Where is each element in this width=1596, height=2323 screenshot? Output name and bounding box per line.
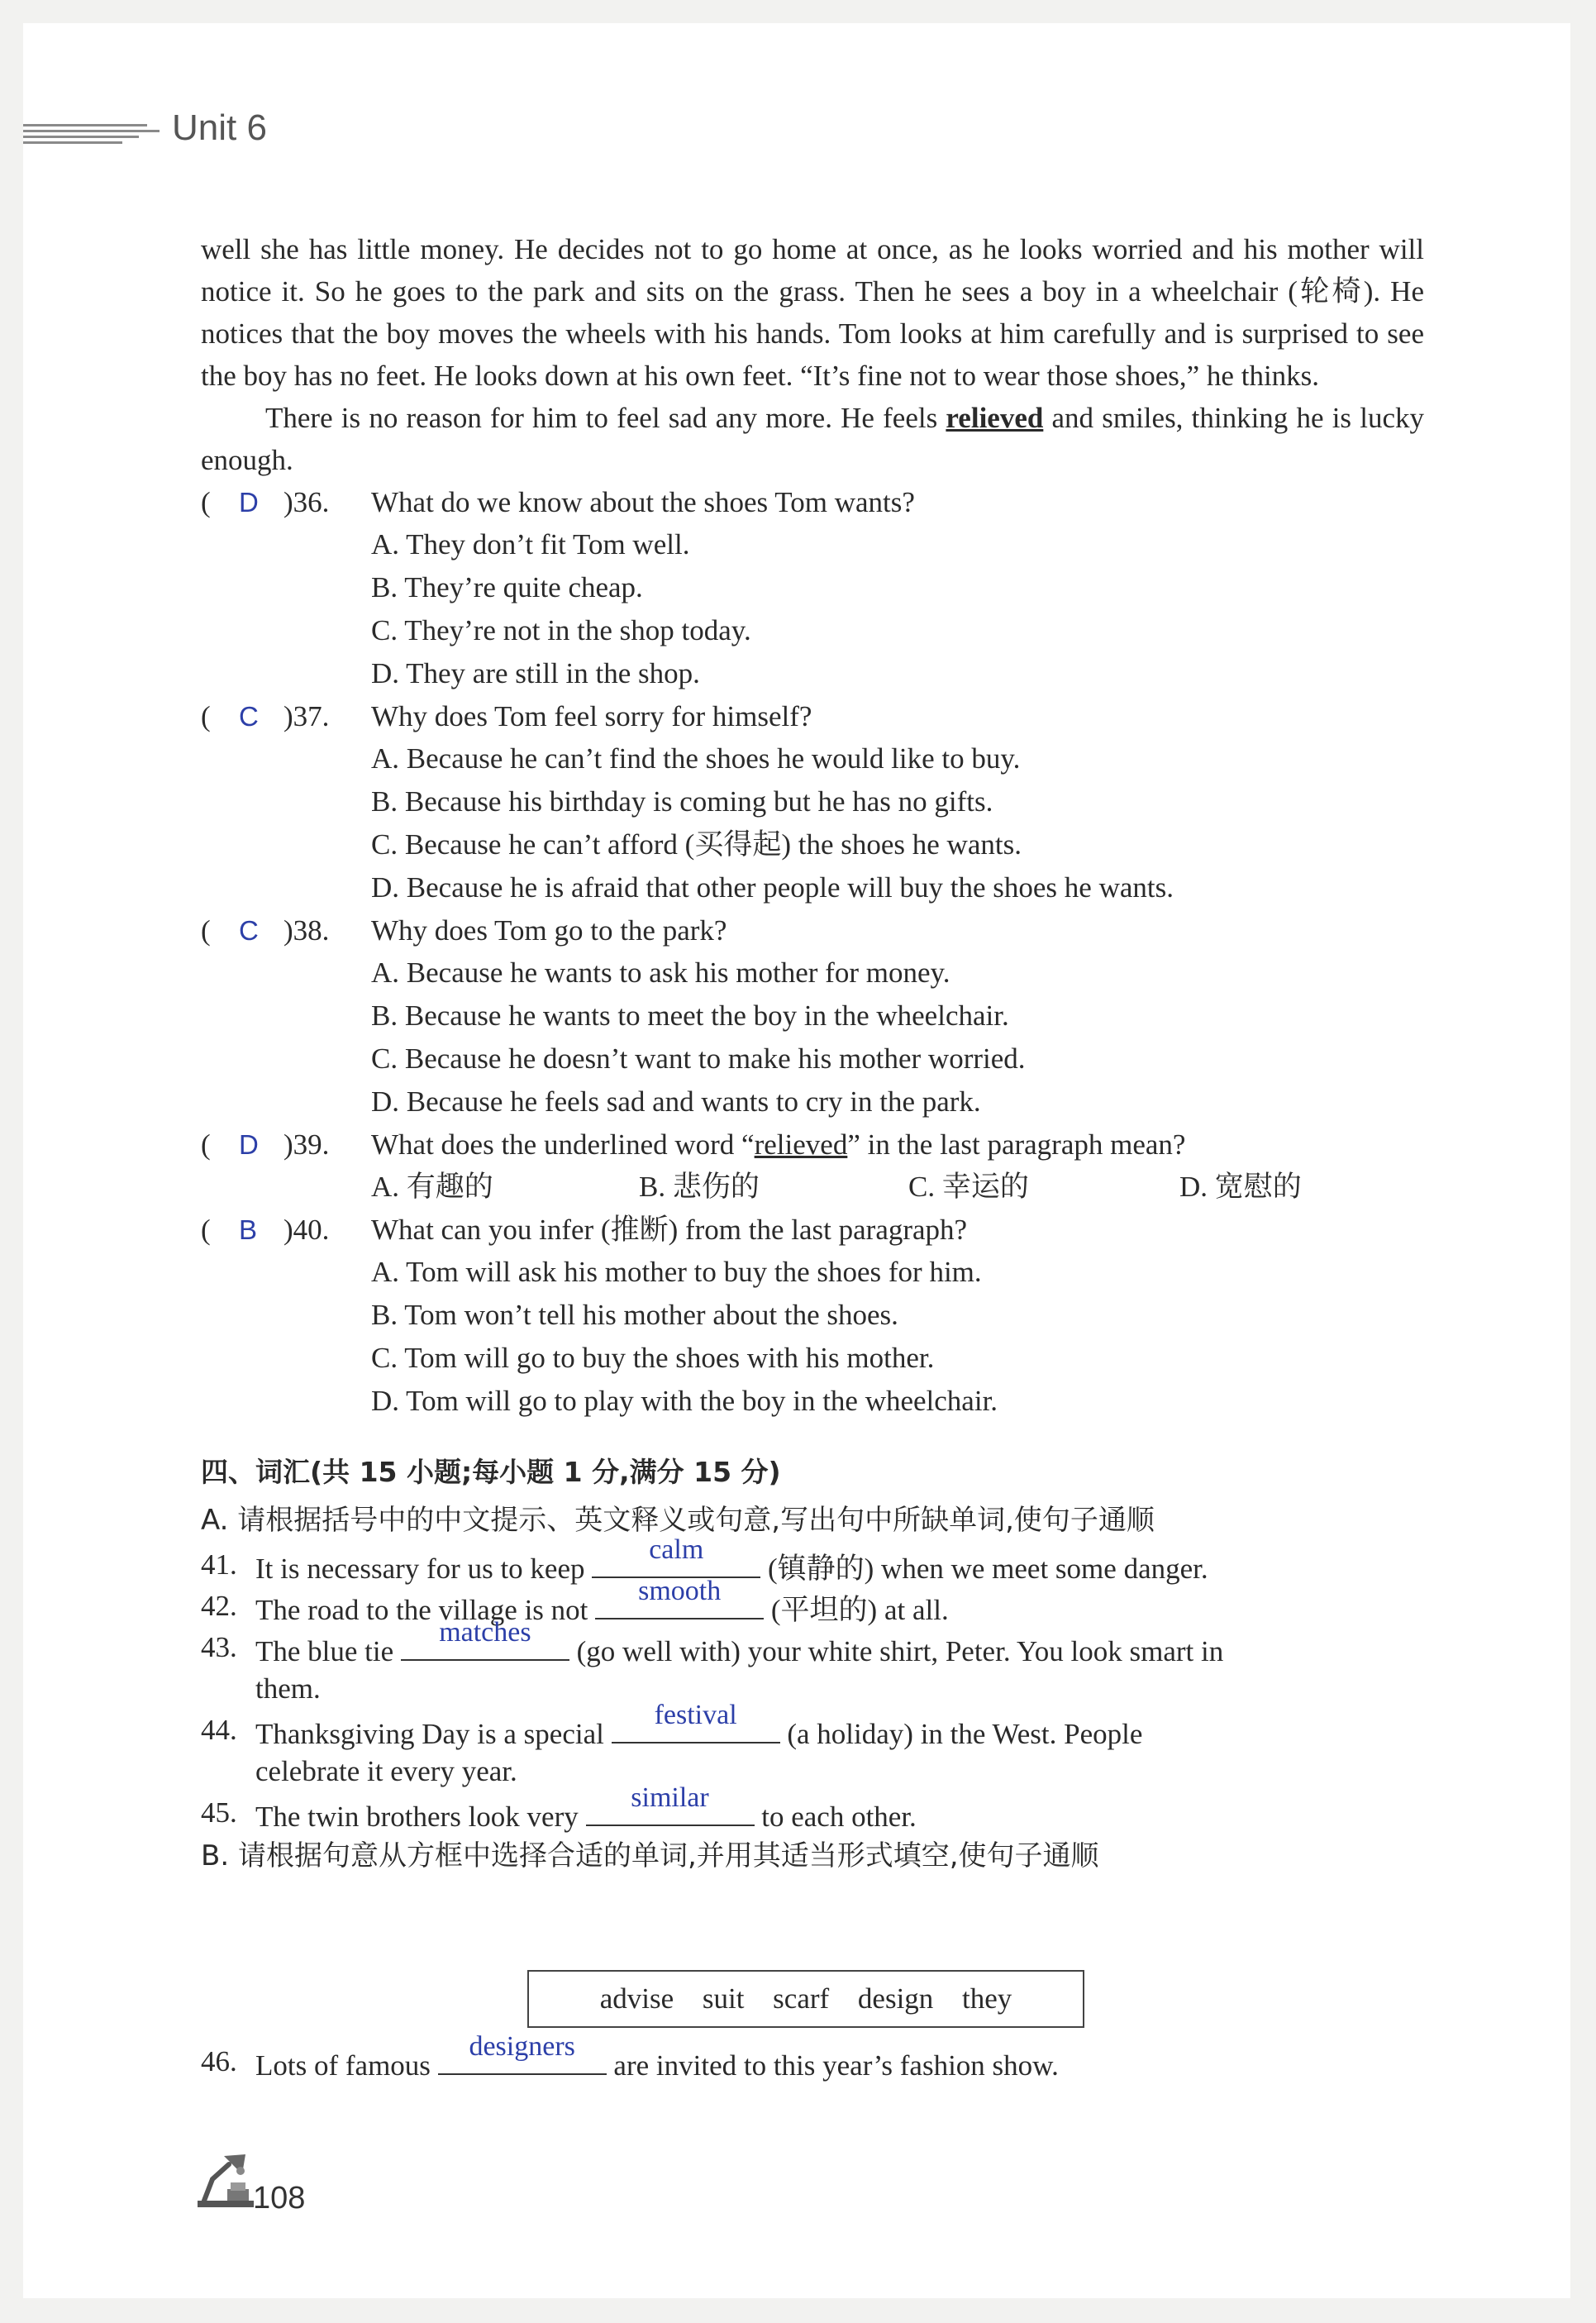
item-number: 44. xyxy=(201,1714,237,1746)
option: C. They’re not in the shop today. xyxy=(371,614,751,646)
question-paren: ( xyxy=(201,914,211,947)
item-46-container xyxy=(201,2031,1424,2082)
fill-item-42 xyxy=(201,1576,1424,1626)
question-number: )38. xyxy=(283,914,330,947)
part-a-instruction: A. 请根据括号中的中文提示、英文释义或句意,写出句中所缺单词,使句子通顺 xyxy=(201,1504,1155,1537)
question-paren: ( xyxy=(201,1128,211,1161)
question-paren: ( xyxy=(201,486,211,518)
option: D. Because he is afraid that other people will buy the shoes he wants. xyxy=(371,871,1174,904)
option: C. 幸运的 xyxy=(908,1171,1029,1203)
part-b-instruction: B. 请根据句意从方框中选择合适的单词,并用其适当形式填空,使句子通顺 xyxy=(201,1839,1099,1872)
option: D. They are still in the shop. xyxy=(371,657,700,689)
item-continuation: celebrate it every year. xyxy=(255,1755,517,1787)
option: B. Tom won’t tell his mother about the shoes. xyxy=(371,1299,898,1331)
option: C. Because he doesn’t want to make his mother worried. xyxy=(371,1042,1026,1075)
question-38 xyxy=(201,909,1424,952)
relieved-word: relieved xyxy=(946,402,1044,434)
item-text xyxy=(255,2031,1059,2087)
answer-blank[interactable] xyxy=(438,2031,607,2075)
filled-answer: smooth xyxy=(638,1576,722,1606)
main-content xyxy=(201,228,1424,1879)
question-37 xyxy=(201,695,1424,737)
question-text: Why does Tom go to the park? xyxy=(371,914,727,947)
option: D. 宽慰的 xyxy=(1179,1171,1302,1203)
word-box: advise suit scarf design they xyxy=(527,1970,1084,2028)
item-after: (平坦的) at all. xyxy=(764,1594,949,1626)
filled-answer: designers xyxy=(469,2031,575,2062)
q39-text-before: What does the underlined word “ xyxy=(371,1128,755,1161)
item-text xyxy=(255,1700,1143,1755)
item-before: The blue tie xyxy=(255,1635,401,1667)
unit-title: Unit 6 xyxy=(172,107,267,148)
option: A. 有趣的 xyxy=(371,1171,493,1203)
answer-mark: D xyxy=(239,1129,259,1160)
section-title: 四、词汇(共 15 小题;每小题 1 分,满分 15 分) xyxy=(201,1456,781,1488)
item-after: to each other. xyxy=(754,1801,917,1833)
answer-mark: C xyxy=(239,701,259,732)
underlined-word: relieved xyxy=(754,1128,848,1161)
q39-text-after: ” in the last paragraph mean? xyxy=(847,1128,1186,1161)
item-number: 41. xyxy=(201,1548,237,1581)
item-number: 43. xyxy=(201,1631,237,1663)
question-text: What do we know about the shoes Tom wants? xyxy=(371,486,915,518)
p2-text-before: There is no reason for him to feel sad any more. He feels xyxy=(265,402,946,434)
option: B. They’re quite cheap. xyxy=(371,571,643,603)
item-number: 45. xyxy=(201,1796,237,1829)
item-after: (a holiday) in the West. People xyxy=(779,1718,1143,1750)
desk-lamp-icon xyxy=(193,2146,259,2212)
filled-answer: matches xyxy=(439,1617,531,1648)
question-text: Why does Tom feel sorry for himself? xyxy=(371,700,812,732)
answer-blank[interactable] xyxy=(401,1617,569,1661)
option: A. Because he can’t find the shoes he would like to buy. xyxy=(371,742,1021,775)
item-after: (镇静的) when we meet some danger. xyxy=(760,1553,1208,1585)
option: B. 悲伤的 xyxy=(639,1171,760,1203)
fill-item-43-cont xyxy=(201,1667,1424,1709)
question-number: )37. xyxy=(283,700,330,732)
option: A. They don’t fit Tom well. xyxy=(371,528,690,560)
question-number: )39. xyxy=(283,1128,330,1161)
answer-mark: C xyxy=(239,915,259,946)
filled-answer: similar xyxy=(631,1782,709,1813)
option: C. Because he can’t afford (买得起) the shoes he wants. xyxy=(371,828,1022,861)
answer-blank[interactable] xyxy=(586,1782,755,1826)
answer-mark: B xyxy=(239,1214,258,1245)
fill-item-41 xyxy=(201,1534,1424,1585)
question-36 xyxy=(201,481,1424,523)
fill-item-46 xyxy=(201,2031,1424,2082)
question-number: )36. xyxy=(283,486,330,518)
item-number: 46. xyxy=(201,2045,237,2077)
question-paren: ( xyxy=(201,700,211,732)
passage-paragraph-1: well she has little money. He decides not to go home at once, as he looks worried and his mother will notice it. So he goes to the park and sits on the grass. Then he sees a boy in a wheelchair (轮椅). He notices that the boy moves the wheels with his hands. Tom looks at him carefully and is surprised to see the boy has no feet. He looks down at his own feet. “It’s fine not to wear those shoes,” he thinks. xyxy=(201,233,1424,392)
item-before: Lots of famous xyxy=(255,2049,438,2082)
question-paren: ( xyxy=(201,1214,211,1246)
item-before: It is necessary for us to keep xyxy=(255,1553,593,1585)
page-number: 108 xyxy=(253,2181,306,2216)
item-before: Thanksgiving Day is a special xyxy=(255,1718,612,1750)
option: B. Because his birthday is coming but he has no gifts. xyxy=(371,785,993,818)
option: D. Tom will go to play with the boy in the wheelchair. xyxy=(371,1385,998,1417)
item-after: are invited to this year’s fashion show. xyxy=(606,2049,1059,2082)
item-text xyxy=(255,1617,1224,1672)
option: D. Because he feels sad and wants to cry in the park. xyxy=(371,1085,981,1118)
options-row xyxy=(201,1166,1424,1209)
header-decor-lines xyxy=(23,124,164,149)
item-continuation: them. xyxy=(255,1672,321,1705)
question-40 xyxy=(201,1209,1424,1251)
option: A. Because he wants to ask his mother for money. xyxy=(371,956,950,989)
question-number: )40. xyxy=(283,1214,330,1246)
option: A. Tom will ask his mother to buy the shoes for him. xyxy=(371,1256,982,1288)
fill-item-45 xyxy=(201,1782,1424,1833)
item-text xyxy=(255,1576,949,1631)
filled-answer: calm xyxy=(649,1534,704,1565)
workbook-page xyxy=(23,23,1570,2298)
filled-answer: festival xyxy=(654,1700,737,1730)
question-text: What can you infer (推断) from the last paragraph? xyxy=(371,1214,968,1246)
answer-blank[interactable] xyxy=(595,1576,764,1619)
p2-text-after: and smiles, thinking he is lucky enough. xyxy=(201,402,1424,476)
item-before: The twin brothers look very xyxy=(255,1801,586,1833)
fill-item-44 xyxy=(201,1700,1424,1750)
option: C. Tom will go to buy the shoes with his mother. xyxy=(371,1342,935,1374)
fill-item-43 xyxy=(201,1617,1424,1667)
question-text xyxy=(371,1123,1185,1166)
answer-mark: D xyxy=(239,487,259,518)
fill-item-44-cont xyxy=(201,1750,1424,1791)
passage-paragraph-2 xyxy=(201,397,1424,481)
item-before: The road to the village is not xyxy=(255,1594,596,1626)
item-after: (go well with) your white shirt, Peter. You look smart in xyxy=(569,1635,1224,1667)
item-number: 42. xyxy=(201,1590,237,1622)
answer-blank[interactable] xyxy=(612,1700,780,1743)
option: B. Because he wants to meet the boy in the wheelchair. xyxy=(371,999,1009,1032)
item-text xyxy=(255,1782,917,1838)
question-39 xyxy=(201,1123,1424,1166)
